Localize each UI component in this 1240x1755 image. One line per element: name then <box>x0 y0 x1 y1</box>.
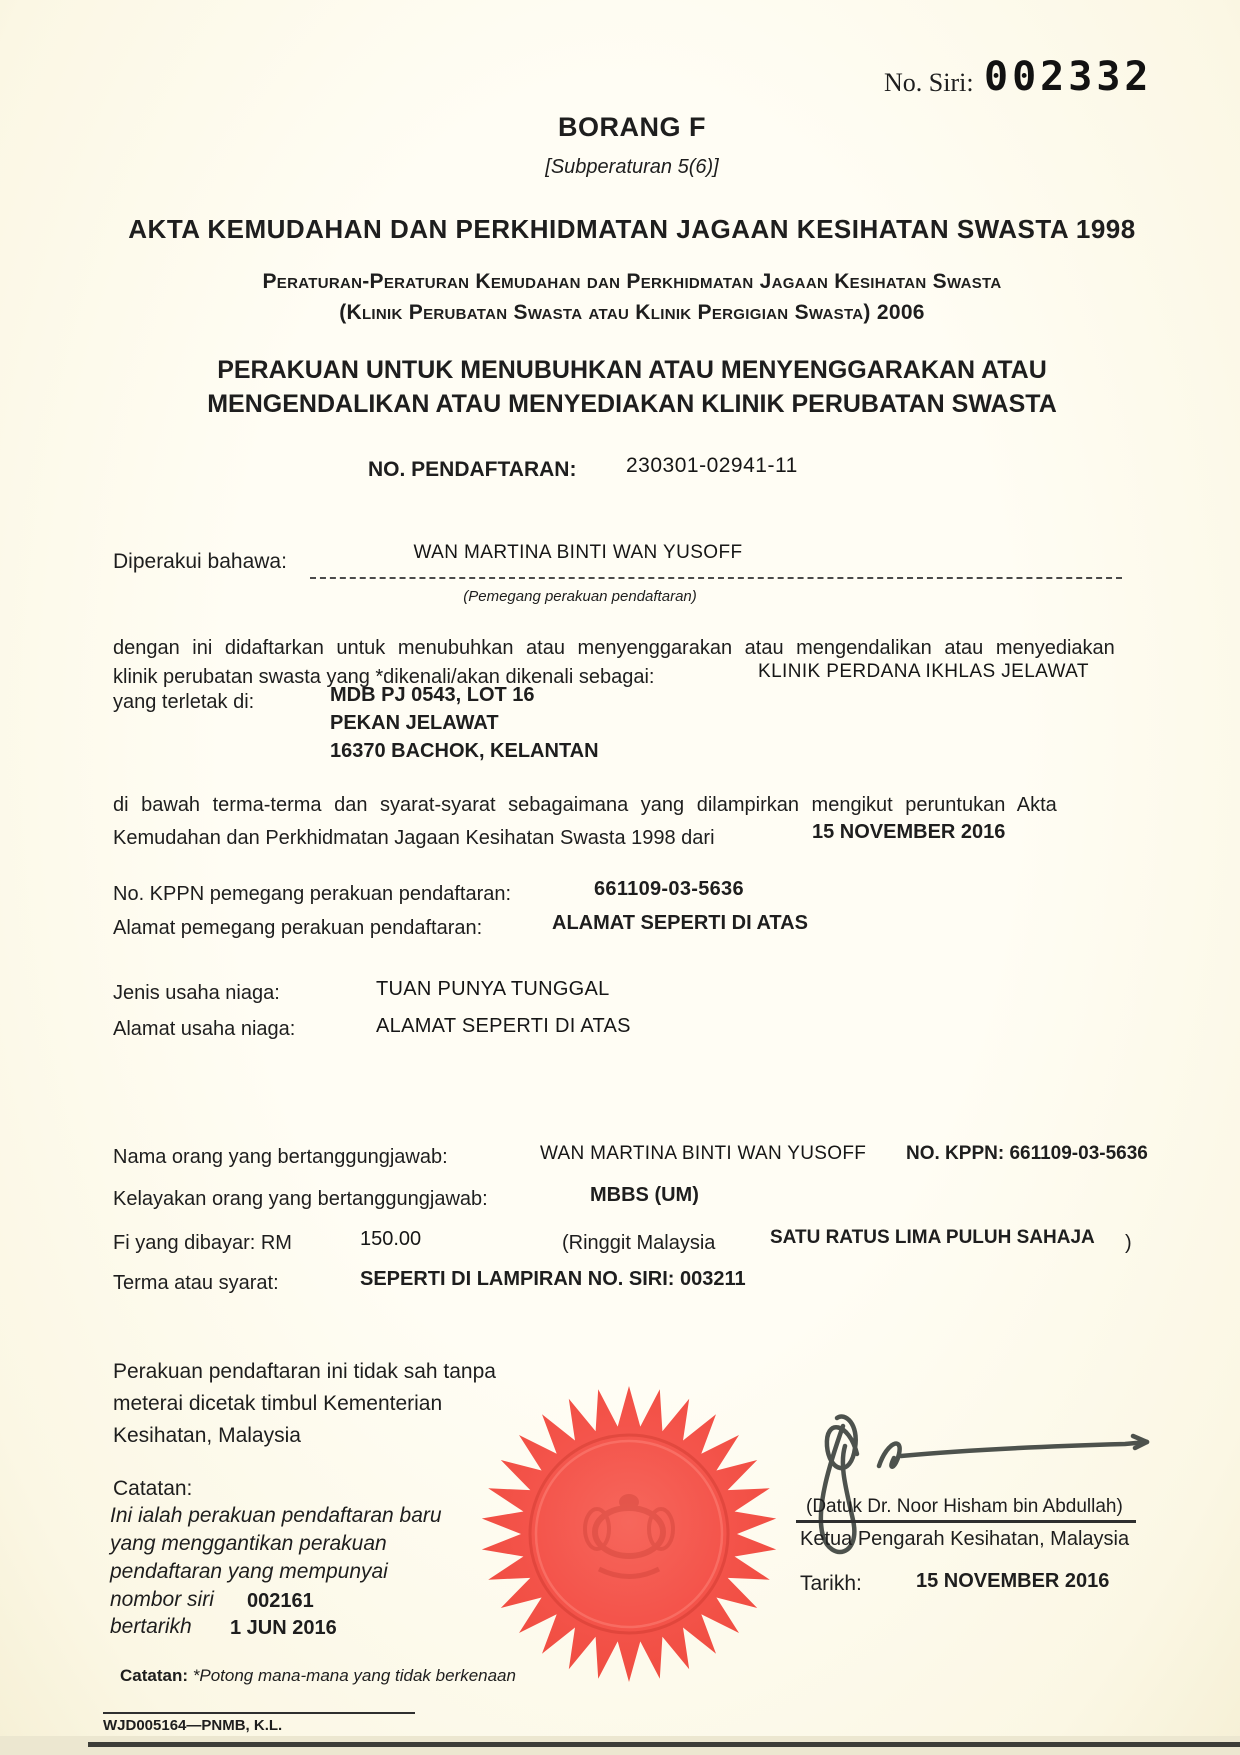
holder-address-label: Alamat pemegang perakuan pendaftaran: <box>113 917 483 939</box>
holder-address-value: ALAMAT SEPERTI DI ATAS <box>552 912 808 934</box>
act-regulations-line: Peraturan-Peraturan Kemudahan dan Perkhidmatan Jagaan Kesihatan Swasta <box>262 270 1002 293</box>
note-serial-value: 002161 <box>247 1590 314 1612</box>
footer-rule <box>103 1712 415 1714</box>
signature-line <box>796 1520 1136 1523</box>
qualification-label: Kelayakan orang yang bertanggungjawab: <box>113 1188 488 1210</box>
fee-amount-words: SATU RATUS LIMA PULUH SAHAJA <box>770 1227 1095 1248</box>
seal-note-line2: meterai dicetak timbul Kementerian <box>113 1392 443 1415</box>
signatory-title: Ketua Pengarah Kesihatan, Malaysia <box>800 1528 1130 1550</box>
fee-label: Fi yang dibayar: RM <box>113 1232 292 1254</box>
fee-close-paren: ) <box>1125 1232 1132 1254</box>
note-date-label: bertarikh <box>110 1615 192 1638</box>
signatory-name: (Datuk Dr. Noor Hisham bin Abdullah) <box>806 1496 1123 1517</box>
terms-label: Terma atau syarat: <box>113 1272 279 1294</box>
note-date-value: 1 JUN 2016 <box>230 1617 337 1639</box>
signature-date-value: 15 NOVEMBER 2016 <box>916 1570 1110 1592</box>
act-clinic-line: (Klinik Perubatan Swasta atau Klinik Pergigian Swasta) 2006 <box>339 301 925 324</box>
effective-date-value: 15 NOVEMBER 2016 <box>812 821 1006 843</box>
registration-value: 230301-02941-11 <box>626 454 798 477</box>
seal-note-line3: Kesihatan, Malaysia <box>113 1424 301 1447</box>
act-title: AKTA KEMUDAHAN DAN PERKHIDMATAN JAGAAN KESIHATAN SWASTA 1998 <box>128 214 1136 244</box>
certified-name-line <box>310 577 1122 579</box>
business-address-label: Alamat usaha niaga: <box>113 1018 296 1040</box>
known-as-label: klinik perubatan swasta yang *dikenali/akan dikenali sebagai: <box>113 666 655 688</box>
responsible-name-value: WAN MARTINA BINTI WAN YUSOFF <box>540 1143 867 1164</box>
business-type-value: TUAN PUNYA TUNGGAL <box>376 978 610 1000</box>
clinic-name-value: KLINIK PERDANA IKHLAS JELAWAT <box>758 661 1089 682</box>
footer-print-code: WJD005164—PNMB, K.L. <box>103 1717 283 1734</box>
address-line-1: MDB PJ 0543, LOT 16 <box>330 684 535 706</box>
note-line1: Ini ialah perakuan pendaftaran baru <box>110 1504 442 1527</box>
certificate-heading-line2: MENGENDALIKAN ATAU MENYEDIAKAN KLINIK PERUBATAN SWASTA <box>207 390 1057 418</box>
kppn-label: No. KPPN pemegang perakuan pendaftaran: <box>113 883 512 905</box>
body-paragraph-1: dengan ini didaftarkan untuk menubuhkan atau menyenggarakan atau mengendalikan atau menyediakan <box>113 637 1115 659</box>
footnote-label: Catatan: <box>120 1666 189 1685</box>
ministry-embossed-seal <box>479 1384 779 1684</box>
responsible-kppn-value: NO. KPPN: 661109-03-5636 <box>906 1143 1148 1164</box>
seal-note-line1: Perakuan pendaftaran ini tidak sah tanpa <box>113 1360 496 1383</box>
certified-name: WAN MARTINA BINTI WAN YUSOFF <box>413 542 743 563</box>
address-line-2: PEKAN JELAWAT <box>330 712 499 734</box>
business-address-value: ALAMAT SEPERTI DI ATAS <box>376 1015 631 1037</box>
business-type-label: Jenis usaha niaga: <box>113 982 280 1004</box>
located-label: yang terletak di: <box>113 691 255 713</box>
address-line-3: 16370 BACHOK, KELANTAN <box>330 740 599 762</box>
note-serial-label: nombor siri <box>110 1588 214 1611</box>
footnote-text: *Potong mana-mana yang tidak berkenaan <box>192 1666 516 1685</box>
scan-bottom-edge-line <box>88 1742 1240 1747</box>
certificate-heading-line1: PERAKUAN UNTUK MENUBUHKAN ATAU MENYENGGARAKAN ATAU <box>217 356 1047 384</box>
serial-label: No. Siri: <box>884 68 974 97</box>
fee-currency-open: (Ringgit Malaysia <box>562 1232 716 1254</box>
qualification-value: MBBS (UM) <box>590 1184 699 1206</box>
form-title: BORANG F <box>558 112 706 142</box>
note-heading: Catatan: <box>113 1477 193 1500</box>
signature-date-label: Tarikh: <box>800 1572 862 1595</box>
responsible-name-label: Nama orang yang bertanggungjawab: <box>113 1146 448 1168</box>
registration-label: NO. PENDAFTARAN: <box>368 458 577 481</box>
terms-value: SEPERTI DI LAMPIRAN NO. SIRI: 003211 <box>360 1268 746 1290</box>
kppn-value: 661109-03-5636 <box>594 878 744 900</box>
seal-star <box>482 1386 776 1682</box>
certified-name-caption: (Pemegang perakuan pendaftaran) <box>463 588 697 605</box>
note-line2: yang menggantikan perakuan <box>110 1532 387 1555</box>
certified-label: Diperakui bahawa: <box>113 550 287 573</box>
terms-paragraph-line1: di bawah terma-terma dan syarat-syarat sebagaimana yang dilampirkan mengikut peruntukan Akta <box>113 794 1057 816</box>
serial-value: 002332 <box>984 54 1153 100</box>
fee-amount-value: 150.00 <box>360 1228 422 1250</box>
note-line3: pendaftaran yang mempunyai <box>110 1560 388 1583</box>
terms-paragraph-line2: Kemudahan dan Perkhidmatan Jagaan Kesihatan Swasta 1998 dari <box>113 827 715 849</box>
form-subregulation: [Subperaturan 5(6)] <box>545 156 719 178</box>
director-signature <box>795 1408 1175 1578</box>
